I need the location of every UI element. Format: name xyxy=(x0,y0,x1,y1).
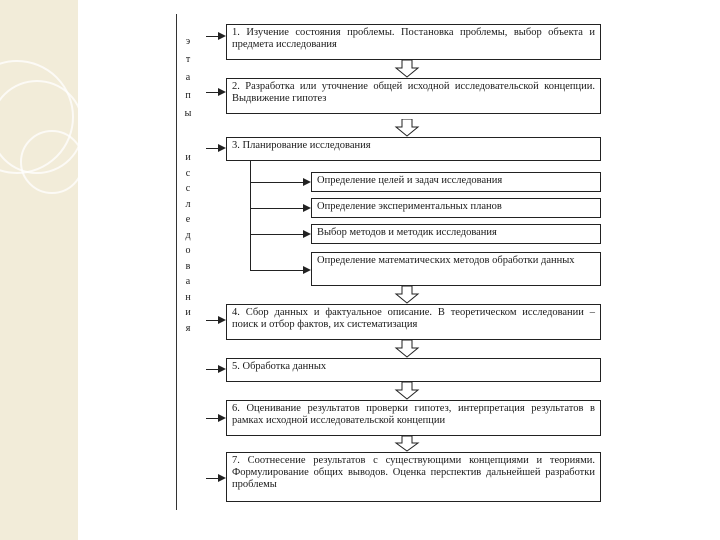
decorative-side-panel xyxy=(0,0,78,540)
side-label-letter: и xyxy=(185,307,191,318)
side-label-letter: т xyxy=(185,54,191,65)
side-label-letter: с xyxy=(185,167,191,179)
substep-text: Определение математических методов обработки данных xyxy=(317,255,575,266)
down-arrow-icon xyxy=(394,340,420,358)
substep-box-2 xyxy=(311,198,601,218)
step-box-2 xyxy=(226,78,601,114)
side-label-letter: д xyxy=(185,229,191,241)
step-text: 3. Планирование исследования xyxy=(232,140,371,151)
side-label-letter: е xyxy=(185,214,191,225)
side-label-letter: и xyxy=(185,152,191,163)
side-label-letter: ы xyxy=(184,108,192,119)
step-text: 7. Соотнесение результатов с существующими концепциями и теориями. Формулирование общих выводов. Оценка перспектив дальнейшей разработки проблемы xyxy=(232,455,595,490)
step-box-3 xyxy=(226,137,601,161)
step-box-4 xyxy=(226,304,601,340)
side-label-letter: л xyxy=(185,198,191,210)
step-text: 6. Оценивание результатов проверки гипотез, интерпретация результатов в рамках исходной исследовательской концепции xyxy=(232,403,595,426)
substep-box-3 xyxy=(311,224,601,244)
side-label-letter: с xyxy=(185,183,191,194)
down-arrow-icon xyxy=(394,286,420,304)
down-arrow-icon xyxy=(394,382,420,400)
substep-box-1 xyxy=(311,172,601,192)
step-box-7 xyxy=(226,452,601,502)
substep-text: Определение целей и задач исследования xyxy=(317,175,503,186)
step-text: 5. Обработка данных xyxy=(232,361,327,372)
substep-text: Определение экспериментальных планов xyxy=(317,201,502,212)
side-label-letter: э xyxy=(185,36,191,47)
step-box-6 xyxy=(226,400,601,436)
step-box-5 xyxy=(226,358,601,382)
planning-branch-line xyxy=(250,161,251,271)
side-label-letter: а xyxy=(185,72,191,83)
step-box-1 xyxy=(226,24,601,60)
side-label-letter: н xyxy=(185,291,191,303)
substep-text: Выбор методов и методик исследования xyxy=(317,227,497,238)
substep-box-4 xyxy=(311,252,601,286)
side-label-letter: п xyxy=(185,90,191,101)
side-label-letter: в xyxy=(185,260,191,272)
side-label-letter: о xyxy=(185,245,191,256)
down-arrow-icon xyxy=(394,436,420,452)
side-label-letter: я xyxy=(185,322,191,334)
decorative-ring xyxy=(20,130,84,194)
side-label-letter: а xyxy=(185,276,191,287)
step-text: 2. Разработка или уточнение общей исходной исследовательской концепции. Выдвижение гипотез xyxy=(232,81,595,104)
step-text: 1. Изучение состояния проблемы. Постановка проблемы, выбор объекта и предмета исследования xyxy=(232,27,595,50)
step-text: 4. Сбор данных и фактуальное описание. В теоретическом исследовании – поиск и отбор фактов, их систематизация xyxy=(232,307,595,330)
diagram-left-border xyxy=(176,14,177,510)
down-arrow-icon xyxy=(394,60,420,78)
down-arrow-icon xyxy=(394,119,420,137)
